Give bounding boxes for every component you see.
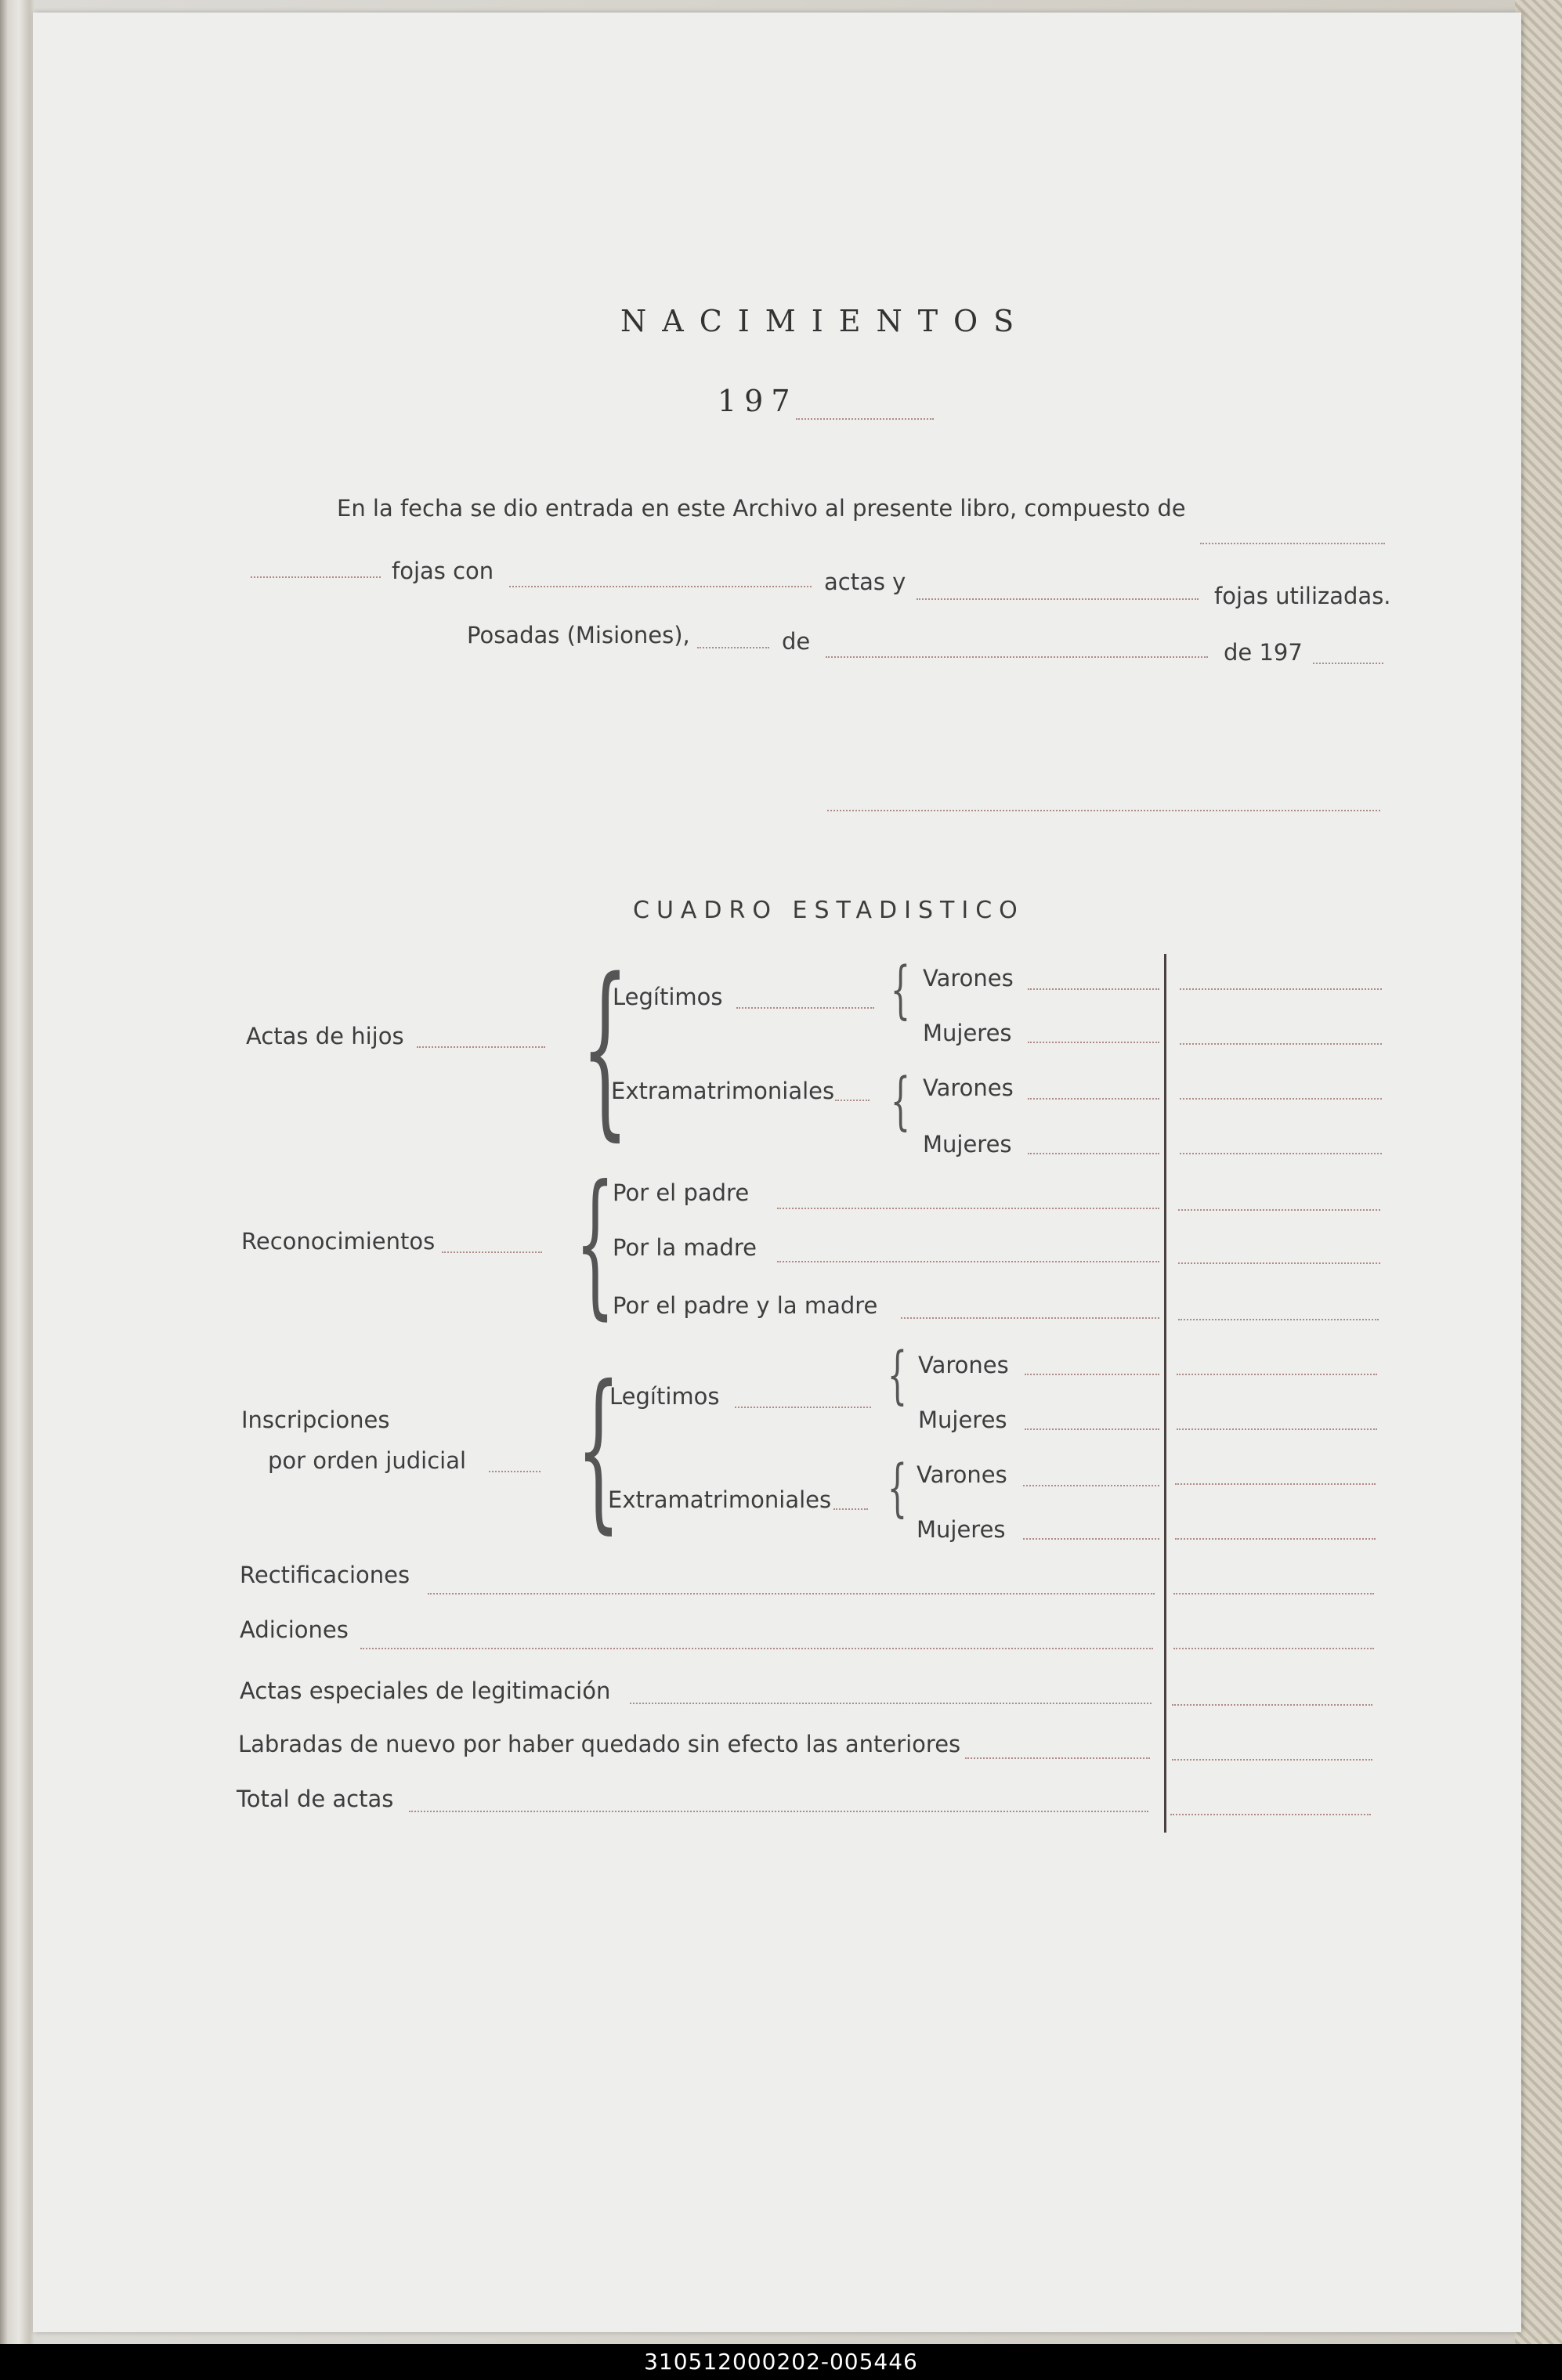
varones-blank-3: [1025, 1374, 1159, 1375]
document-page: [33, 13, 1521, 2332]
fojas-count-blank: [1200, 543, 1385, 544]
mujeres-blank-2: [1028, 1153, 1159, 1154]
total-col-12: [1173, 1593, 1374, 1594]
brace-extramatrimoniales-2: {: [887, 1451, 908, 1524]
reconocimientos-blank: [442, 1251, 542, 1253]
signature-line: [827, 810, 1380, 811]
total-col-1: [1180, 988, 1382, 990]
varones-label: Varones: [923, 965, 1014, 991]
legitimos-label: Legítimos: [609, 1383, 720, 1410]
fojas-utilizadas-label: fojas utilizadas.: [1214, 583, 1391, 609]
scan-id-label: 310512000202-005446: [0, 2344, 1562, 2380]
month-blank: [826, 656, 1208, 658]
total-col-15: [1172, 1759, 1372, 1761]
mujeres-label: Mujeres: [923, 1020, 1012, 1046]
extramatrimoniales-blank: [835, 1100, 870, 1101]
total-col-7: [1178, 1319, 1379, 1320]
actas-hijos-label: Actas de hijos: [246, 1023, 404, 1049]
mujeres-label: Mujeres: [923, 1131, 1012, 1157]
varones-blank-1: [1028, 988, 1159, 990]
varones-label: Varones: [923, 1074, 1014, 1101]
total-col-2: [1180, 1043, 1382, 1045]
por-padre-madre-blank: [901, 1317, 1159, 1319]
inscripciones-label-2: por orden judicial: [268, 1447, 467, 1474]
por-madre-blank: [777, 1261, 1159, 1262]
brace-legitimos: {: [890, 953, 911, 1026]
place-label: Posadas (Misiones),: [467, 622, 690, 648]
rectificaciones-blank: [428, 1593, 1155, 1594]
adiciones-label: Adiciones: [240, 1616, 349, 1643]
labradas-label: Labradas de nuevo por haber quedado sin efecto las anteriores: [238, 1731, 961, 1757]
extramatrimoniales-label: Extramatrimoniales: [608, 1486, 832, 1513]
brace-inscripciones: {: [576, 1349, 620, 1549]
total-col-16: [1170, 1814, 1371, 1815]
document-year: 197: [718, 384, 798, 418]
book-cover-edge: [1515, 0, 1562, 2349]
de-label: de: [782, 628, 811, 655]
total-col-13: [1173, 1648, 1374, 1649]
mujeres-label: Mujeres: [918, 1407, 1007, 1433]
brace-legitimos-2: {: [887, 1338, 908, 1411]
actas-especiales-blank: [630, 1703, 1152, 1704]
intro-line-1: En la fecha se dio entrada en este Archivo al presente libro, compuesto de: [337, 495, 1186, 522]
total-col-11: [1175, 1538, 1376, 1540]
total-col-3: [1180, 1098, 1382, 1100]
varones-label: Varones: [918, 1352, 1009, 1378]
legitimos-blank: [736, 1007, 874, 1009]
varones-label: Varones: [917, 1461, 1007, 1488]
legitimos-label: Legítimos: [613, 984, 723, 1010]
varones-blank-2: [1028, 1098, 1159, 1100]
varones-blank-4: [1023, 1485, 1159, 1486]
year-blank: [796, 418, 934, 420]
year-suffix-blank: [1313, 663, 1383, 664]
brace-actas-hijos: {: [580, 938, 629, 1157]
total-actas-label: Total de actas: [237, 1786, 394, 1812]
inscripciones-blank: [489, 1471, 541, 1472]
column-divider: [1164, 954, 1166, 1833]
brace-reconocimientos: {: [575, 1152, 616, 1334]
inscripciones-label: Inscripciones: [241, 1407, 390, 1433]
actas-especiales-label: Actas especiales de legitimación: [240, 1678, 611, 1704]
actas-y-label: actas y: [824, 569, 906, 595]
day-blank: [697, 647, 769, 648]
reconocimientos-label: Reconocimientos: [241, 1228, 436, 1255]
legitimos-blank-2: [735, 1407, 871, 1408]
por-padre-label: Por el padre: [613, 1179, 750, 1206]
total-col-4: [1180, 1153, 1382, 1154]
extramatrimoniales-label: Extramatrimoniales: [611, 1078, 835, 1104]
mujeres-blank-1: [1028, 1042, 1159, 1043]
por-padre-blank: [777, 1208, 1159, 1209]
actas-hijos-blank: [417, 1046, 545, 1048]
por-madre-label: Por la madre: [613, 1234, 757, 1261]
extramatrimoniales-blank-2: [833, 1508, 868, 1510]
adiciones-blank: [360, 1648, 1153, 1649]
total-col-5: [1178, 1209, 1380, 1211]
rectificaciones-label: Rectificaciones: [240, 1562, 410, 1588]
fojas-con-label: fojas con: [392, 558, 494, 584]
total-col-9: [1177, 1428, 1377, 1430]
total-col-8: [1177, 1374, 1377, 1375]
fojas-prefix-blank: [251, 576, 381, 578]
total-actas-blank: [409, 1811, 1148, 1812]
brace-extramatrimoniales: {: [890, 1064, 911, 1137]
total-col-6: [1178, 1262, 1380, 1264]
stats-heading: CUADRO ESTADISTICO: [633, 897, 1025, 924]
document-title: NACIMIENTOS: [620, 304, 1030, 338]
total-col-10: [1175, 1483, 1376, 1485]
mujeres-blank-3: [1025, 1428, 1159, 1430]
total-col-14: [1172, 1704, 1372, 1706]
de-year-label: de 197: [1224, 639, 1303, 666]
mujeres-blank-4: [1023, 1538, 1159, 1540]
labradas-blank: [965, 1757, 1150, 1759]
por-padre-madre-label: Por el padre y la madre: [613, 1292, 878, 1319]
fojas-used-blank: [917, 598, 1199, 600]
mujeres-label: Mujeres: [917, 1516, 1006, 1543]
actas-count-blank: [509, 586, 812, 587]
